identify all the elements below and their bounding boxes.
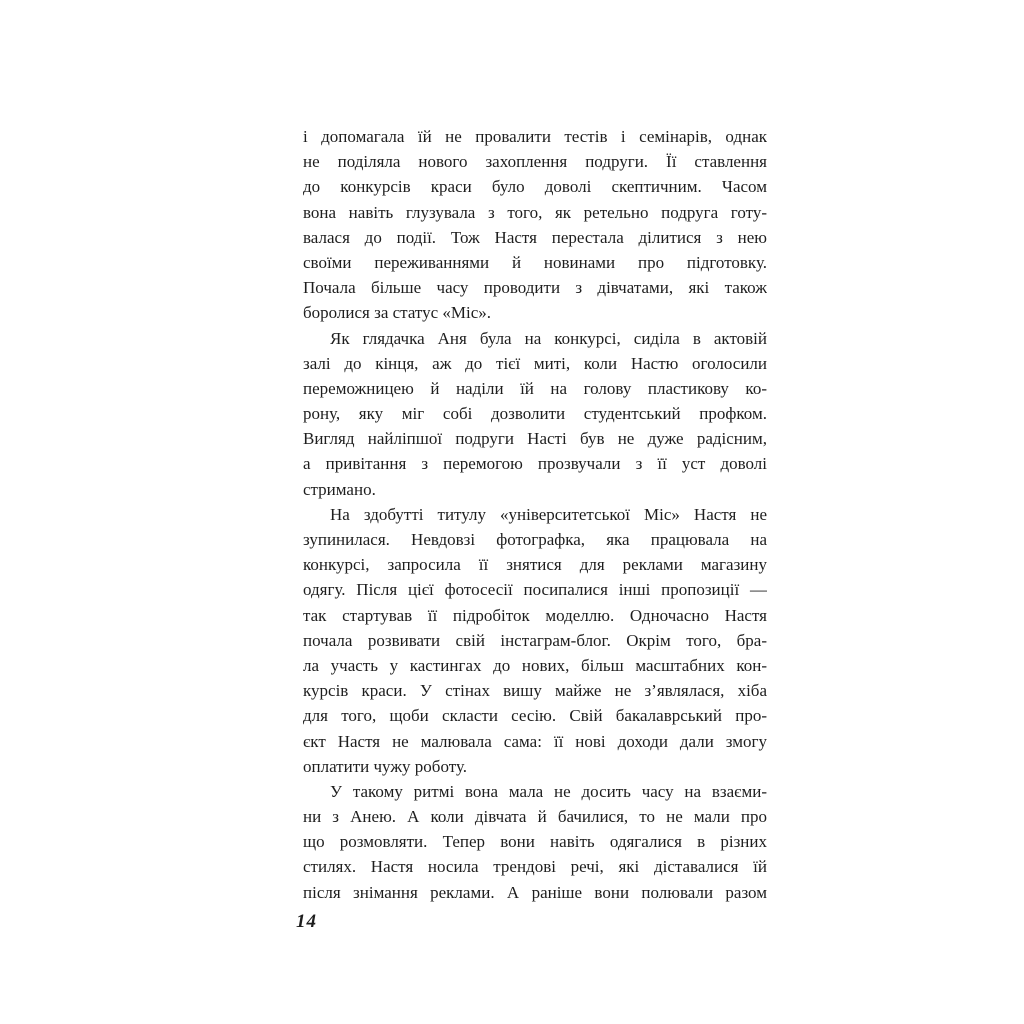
page-number: 14 [296,911,317,932]
text-line: стримано. [303,479,376,499]
text-line: На здобутті титулу «університетської Міс» Настя не [330,504,767,524]
text-line: що розмовляти. Тепер вони навіть одягалися в різних [303,832,767,852]
text-line: Як глядачка Аня була на конкурсі, сиділа в актовій [330,328,767,348]
text-line: курсів краси. У стінах вишу майже не з’являлася, хіба [303,681,767,701]
text-line: своїми переживаннями й новинами про підготовку. [303,252,767,272]
text-line: не поділяла нового захоплення подруги. Її ставлення [303,152,767,172]
text-line: конкурсі, запросила її знятися для реклами магазину [303,555,767,575]
text-line: і допомагала їй не провалити тестів і семінарів, однак [303,127,767,146]
text-line: ни з Анею. А коли дівчата й бачилися, то не мали про [303,807,767,827]
text-line: зупинилася. Невдовзі фотографка, яка працювала на [303,530,767,549]
text-line: почала розвивати свій інстаграм-блог. Окрім того, бра- [303,630,767,650]
text-line: переможницею й наділи їй на голову пластикову ко- [303,378,767,398]
text-line: до конкурсів краси було доволі скептичним. Часом [303,177,767,197]
text-line: валася до події. Тож Настя перестала ділитися з нею [303,227,767,247]
text-line: для того, щоби скласти сесію. Свій бакалаврський про- [303,706,767,726]
text-line: а привітання з перемогою прозвучали з її уст доволі [303,454,767,474]
text-line: Почала більше часу проводити з дівчатами, які також [303,278,767,298]
text-line: оплатити чужу роботу. [303,756,467,776]
text-line: ла участь у кастингах до нових, більш масштабних кон- [303,655,767,675]
text-line: єкт Настя не малювала сама: її нові доходи дали змогу [303,731,767,751]
text-line: Вигляд найліпшої подруги Насті був не дуже радісним, [303,429,767,449]
text-line: рону, яку міг собі дозволити студентський профком. [303,404,767,424]
text-block [303,124,767,905]
text-line: одягу. Після цієї фотосесії посипалися інші пропозиції — [303,580,767,600]
text-line: вона навіть глузувала з того, як ретельно подруга готу- [303,202,767,222]
text-line: залі до кінця, аж до тієї миті, коли Настю оголосили [303,353,767,373]
text-line: так стартував її підробіток моделлю. Одночасно Настя [303,605,767,625]
text-line: У такому ритмі вона мала не досить часу на взаєми- [330,781,767,801]
text-line: після знімання реклами. А раніше вони полювали разом [303,882,767,902]
text-line: боролися за статус «Міс». [303,303,492,323]
text-line: стилях. Настя носила трендові речі, які діставалися їй [303,857,767,877]
